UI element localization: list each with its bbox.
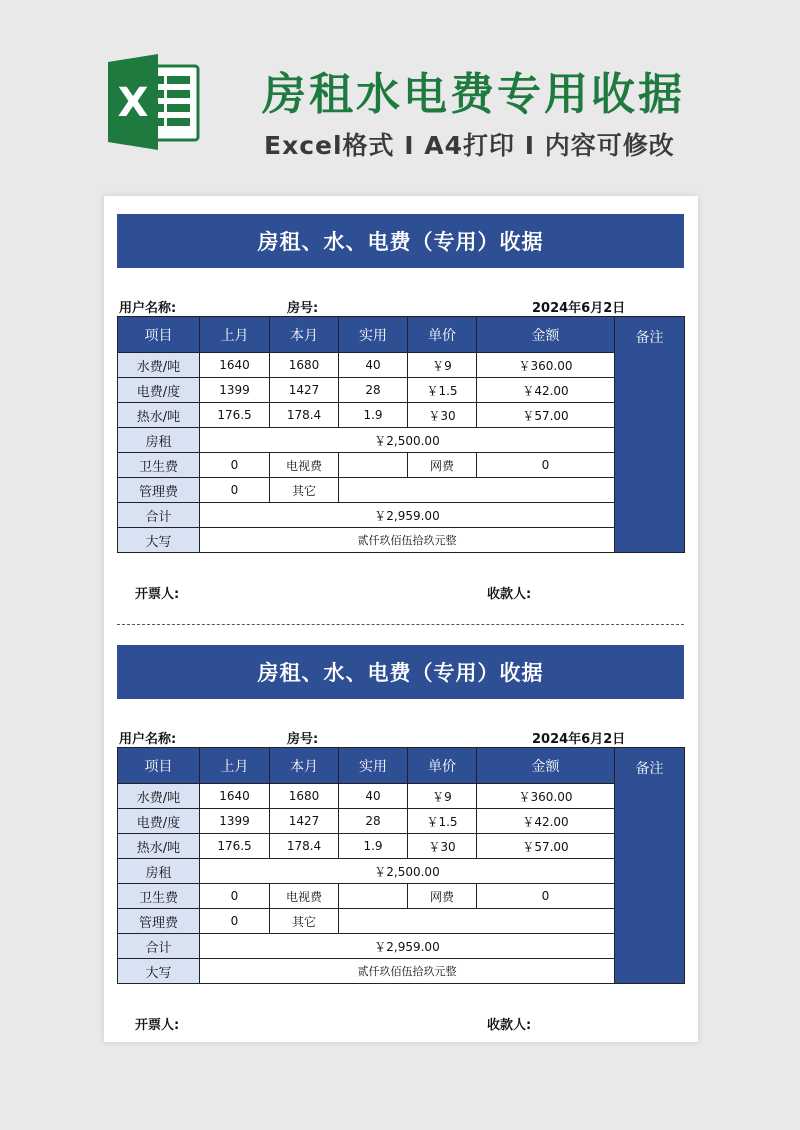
rent-label: 房租 — [118, 859, 200, 884]
row-label: 水费/吨 — [118, 784, 200, 809]
receipt-signatures — [117, 984, 684, 1044]
table-cell: 176.5 — [200, 403, 270, 428]
row-label: 热水/吨 — [118, 834, 200, 859]
receipt-date: 2024年6月2日 — [532, 732, 626, 747]
rent-label: 房租 — [118, 428, 200, 453]
other-value — [339, 478, 615, 503]
col-header: 本月 — [270, 748, 339, 784]
cut-line — [117, 624, 684, 625]
total-value: ￥2,959.00 — [200, 934, 615, 959]
col-header: 实用 — [339, 748, 408, 784]
capital-value: 贰仟玖佰伍拾玖元整 — [200, 959, 615, 984]
other-label: 其它 — [270, 909, 339, 934]
row-label: 水费/吨 — [118, 353, 200, 378]
table-header-row — [118, 317, 685, 353]
col-header: 上月 — [200, 317, 270, 353]
col-header: 金额 — [477, 748, 615, 784]
receipt-sheet — [104, 196, 698, 1042]
rent-row — [118, 859, 685, 884]
other-label: 其它 — [270, 478, 339, 503]
table-cell: 40 — [339, 353, 408, 378]
total-row — [118, 934, 685, 959]
net-fee-value: 0 — [477, 884, 615, 909]
table-cell: ￥9 — [408, 784, 477, 809]
receipt-banner: 房租、水、电费（专用）收据 — [117, 645, 684, 699]
net-fee-value: 0 — [477, 453, 615, 478]
table-cell: ￥360.00 — [477, 784, 615, 809]
management-value: 0 — [200, 909, 270, 934]
table-cell: ￥57.00 — [477, 403, 615, 428]
sanitation-label: 卫生费 — [118, 884, 200, 909]
col-header: 上月 — [200, 748, 270, 784]
notes-column: 备注 — [615, 317, 685, 553]
table-row — [118, 834, 685, 859]
tv-fee-value — [339, 453, 408, 478]
rent-row — [118, 428, 685, 453]
other-value — [339, 909, 615, 934]
col-header: 项目 — [118, 317, 200, 353]
room-number-label: 房号: — [287, 301, 319, 316]
table-cell: ￥1.5 — [408, 378, 477, 403]
table-row — [118, 809, 685, 834]
tv-fee-label: 电视费 — [270, 453, 339, 478]
tv-fee-label: 电视费 — [270, 884, 339, 909]
page-header — [0, 0, 800, 190]
capital-label: 大写 — [118, 959, 200, 984]
management-label: 管理费 — [118, 478, 200, 503]
management-value: 0 — [200, 478, 270, 503]
management-row — [118, 478, 685, 503]
receipt-date: 2024年6月2日 — [532, 301, 626, 316]
tv-fee-value — [339, 884, 408, 909]
row-label: 电费/度 — [118, 378, 200, 403]
capital-row — [118, 528, 685, 553]
total-label: 合计 — [118, 934, 200, 959]
sanitation-value: 0 — [200, 884, 270, 909]
col-header: 项目 — [118, 748, 200, 784]
table-cell: 1427 — [270, 378, 339, 403]
col-header: 单价 — [408, 748, 477, 784]
management-label: 管理费 — [118, 909, 200, 934]
fee-table — [117, 747, 685, 984]
table-cell: 178.4 — [270, 834, 339, 859]
receipt-signatures — [117, 553, 684, 613]
table-cell: 176.5 — [200, 834, 270, 859]
excel-logo-icon — [104, 52, 204, 152]
payee-label: 收款人: — [487, 587, 532, 602]
col-header: 实用 — [339, 317, 408, 353]
fee-table — [117, 316, 685, 553]
table-cell: ￥42.00 — [477, 809, 615, 834]
table-header-row — [118, 748, 685, 784]
user-name-label: 用户名称: — [119, 732, 177, 747]
row-label: 电费/度 — [118, 809, 200, 834]
total-label: 合计 — [118, 503, 200, 528]
capital-value: 贰仟玖佰伍拾玖元整 — [200, 528, 615, 553]
row-label: 热水/吨 — [118, 403, 200, 428]
notes-column: 备注 — [615, 748, 685, 984]
table-row — [118, 353, 685, 378]
table-cell: 28 — [339, 809, 408, 834]
table-cell: 178.4 — [270, 403, 339, 428]
col-header: 单价 — [408, 317, 477, 353]
rent-value: ￥2,500.00 — [200, 428, 615, 453]
table-cell: 1640 — [200, 784, 270, 809]
table-cell: 40 — [339, 784, 408, 809]
table-row — [118, 784, 685, 809]
table-cell: 1399 — [200, 809, 270, 834]
receipt-banner: 房租、水、电费（专用）收据 — [117, 214, 684, 268]
table-cell: ￥42.00 — [477, 378, 615, 403]
sanitation-label: 卫生费 — [118, 453, 200, 478]
table-cell: 1.9 — [339, 403, 408, 428]
total-row — [118, 503, 685, 528]
table-cell: ￥30 — [408, 834, 477, 859]
receipt-2 — [117, 645, 684, 1044]
table-cell: 1399 — [200, 378, 270, 403]
sanitation-value: 0 — [200, 453, 270, 478]
receipt-info — [117, 268, 684, 316]
table-cell: ￥1.5 — [408, 809, 477, 834]
col-header: 金额 — [477, 317, 615, 353]
sanitation-row — [118, 453, 685, 478]
table-cell: ￥57.00 — [477, 834, 615, 859]
table-row — [118, 403, 685, 428]
sanitation-row — [118, 884, 685, 909]
logo-letter: X — [117, 80, 149, 126]
rent-value: ￥2,500.00 — [200, 859, 615, 884]
page-title: 房租水电费专用收据 — [262, 69, 685, 120]
page-subtitle: Excel格式 I A4打印 I 内容可修改 — [264, 131, 675, 160]
user-name-label: 用户名称: — [119, 301, 177, 316]
table-row — [118, 378, 685, 403]
net-fee-label: 网费 — [408, 884, 477, 909]
issuer-label: 开票人: — [135, 1018, 180, 1033]
table-cell: 1.9 — [339, 834, 408, 859]
table-cell: ￥9 — [408, 353, 477, 378]
table-cell: 28 — [339, 378, 408, 403]
total-value: ￥2,959.00 — [200, 503, 615, 528]
table-cell: 1427 — [270, 809, 339, 834]
capital-row — [118, 959, 685, 984]
room-number-label: 房号: — [287, 732, 319, 747]
issuer-label: 开票人: — [135, 587, 180, 602]
table-cell: 1680 — [270, 353, 339, 378]
table-cell: 1680 — [270, 784, 339, 809]
col-header: 本月 — [270, 317, 339, 353]
capital-label: 大写 — [118, 528, 200, 553]
net-fee-label: 网费 — [408, 453, 477, 478]
table-cell: ￥30 — [408, 403, 477, 428]
management-row — [118, 909, 685, 934]
receipt-info — [117, 699, 684, 747]
table-cell: ￥360.00 — [477, 353, 615, 378]
payee-label: 收款人: — [487, 1018, 532, 1033]
receipt-1 — [117, 214, 684, 613]
table-cell: 1640 — [200, 353, 270, 378]
